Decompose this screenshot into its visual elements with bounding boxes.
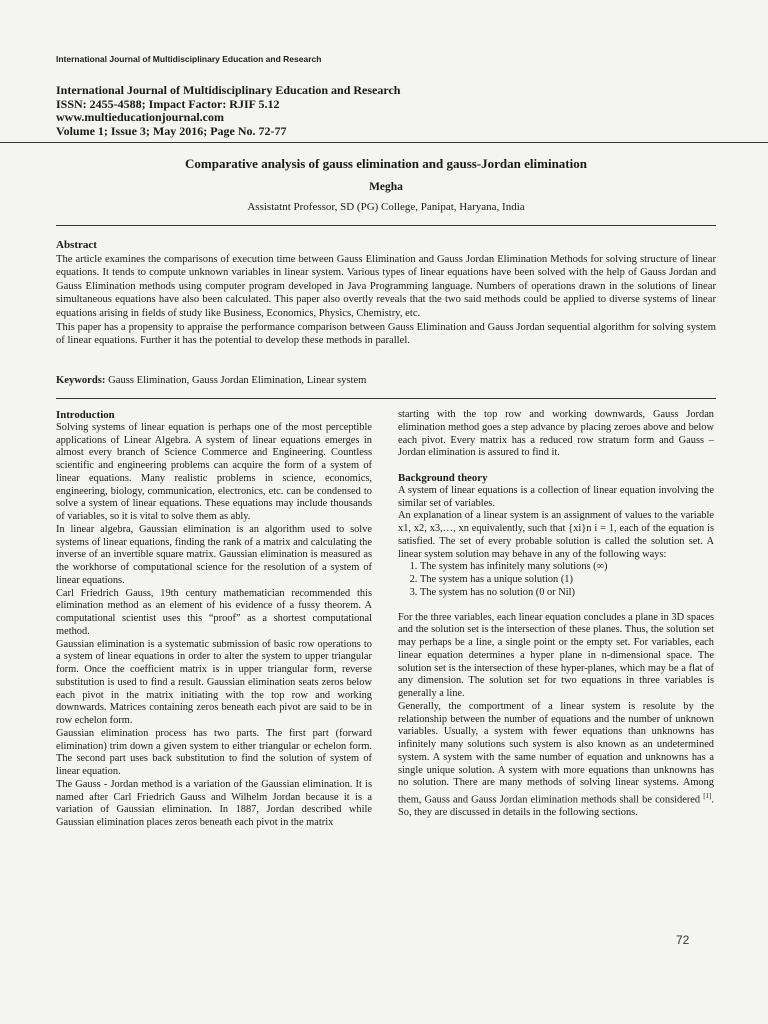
body-paragraph: An explanation of a linear system is an assignment of values to the variable x1, x2, x3,…, xn equivalently, such that {xi}n i = 1, each of the equation is satisfied. The set of every probable solution is called the solution set. A linear system solution may behave in any of the following ways: [398, 510, 714, 560]
keywords-line [56, 375, 716, 386]
body-paragraph [398, 701, 714, 820]
article-author: Megha [369, 181, 403, 193]
right-column [398, 409, 714, 820]
abstract-paragraph: The article examines the comparisons of execution time between Gauss Elimination and Gauss Jordan Elimination Methods for solving structure of linear equations. It tends to compute unknown variables in linear system. Various types of linear equations have been solved with the help of Gauss Jordan and Gauss Elimination methods using computer program developed in Java Programming language. Numbers of operations drawn in the solutions of linear simultaneous equations have also been calculated. This paper also overtly reveals that the two said methods could be applied to diverse systems of linear equations arising in fields of study like Business, Economics, Physics, Chemistry, etc. [56, 253, 716, 319]
keywords-label: Keywords: [56, 375, 106, 386]
header-divider [0, 142, 768, 143]
running-head: International Journal of Multidisciplinary Education and Research [56, 54, 322, 64]
article-title: Comparative analysis of gauss elimination and gauss-Jordan elimination [185, 156, 587, 171]
body-paragraph: Solving systems of linear equation is perhaps one of the most perceptible applications of Linear Algebra. A system of linear equations emerges in almost every branch of Science Commerce and Engineering. Countless scientific and engineering problems can acquire the form of a system of linear equations. Many realistic problems in science, economics, engineering, biology, communication, electronics, etc. can be condensed to solve a system of linear equations. These equations may include thousands of variables, so it is vital to solve them as ably. [56, 421, 372, 522]
journal-info [56, 84, 716, 138]
author-affiliation: Assistatnt Professor, SD (PG) College, Panipat, Haryana, India [247, 201, 525, 213]
body-paragraph: For the three variables, each linear equation concludes a plane in 3D spaces and the solution set is the intersection of these planes. Thus, the solution set may perhaps be a line, a single point or the empty set. For variables, each linear equation determines a hyper plane in n-dimensional space. The solution set is the intersection of these hyper-planes, which may be a flat of any dimension. The solution set for two equations in three variables is generally a line. [398, 611, 714, 699]
body-paragraph: Carl Friedrich Gauss, 19th century mathematician recommended this elimination method as an element of his evidence of a fussy theorem. A computational scientist uses this “proof” as a shortest computational method. [56, 587, 372, 637]
abstract-section [56, 239, 716, 348]
left-column [56, 409, 372, 830]
body-paragraph: starting with the top row and working downwards, Gauss Jordan elimination method goes a step advance by placing zeroes above and below each pivot. Every matrix has a reduced row stratum form and Gauss – Jordan elimination is assured to find it. [398, 409, 714, 459]
body-paragraph: The Gauss - Jordan method is a variation of the Gaussian elimination. It is named after Carl Friedrich Gauss and Wilhelm Jordan because it is a variation of Gaussian elimination. In 1887, Jordan described while Gaussian elimination places zeros beneath each pivot in the matrix [56, 778, 372, 828]
keywords-text: Gauss Elimination, Gauss Jordan Elimination, Linear system [105, 375, 367, 386]
journal-website: www.multieducationjournal.com [56, 110, 224, 124]
introduction-heading: Introduction [56, 409, 115, 421]
page-number: 72 [676, 933, 690, 947]
list-item: 2. The system has a unique solution (1) [420, 574, 714, 587]
body-paragraph: Gaussian elimination is a systematic submission of basic row operations to a system of linear equations in order to alter the system to upper triangular form. Once the coefficient matrix is in upper triangular form, reverse substitution is used to find a result. Gaussian elimination seats zeros below each pivot in the matrix initiating with the top row and working downwards. Matrices containing zeros beneath each pivot are said to be in row echelon form. [56, 638, 372, 726]
body-paragraph: In linear algebra, Gaussian elimination is an algorithm used to solve systems of linear equations, finding the rank of a matrix and calculating the inverse of an invertible square matrix. Gaussian elimination is measured as the workhorse of computational science for the resolution of a system of linear equations. [56, 523, 372, 586]
abstract-heading: Abstract [56, 239, 97, 251]
body-text: . So, they are discussed in details in the following sections. [398, 794, 714, 819]
list-item: 3. The system has no solution (0 or Nil) [420, 587, 714, 600]
background-heading: Background theory [398, 472, 488, 484]
journal-name: International Journal of Multidisciplinary Education and Research [56, 83, 401, 97]
body-paragraph: A system of linear equations is a collection of linear equation involving the similar set of variables. [398, 484, 714, 509]
journal-issn: ISSN: 2455-4588; Impact Factor: RJIF 5.12 [56, 96, 280, 111]
citation: [1] [703, 792, 712, 800]
solution-types-list [398, 561, 714, 599]
abstract-paragraph: This paper has a propensity to appraise the performance comparison between Gauss Elimination and Gauss Jordan sequential algorithm for solving system of linear equations. Further it has the potential to develop these methods in parallel. [56, 321, 716, 347]
keywords-divider [56, 398, 716, 399]
body-paragraph: Gaussian elimination process has two parts. The first part (forward elimination) trim down a given system to either triangular or echelon form. The second part uses back substitution to find the solution of system of linear equation. [56, 727, 372, 777]
list-item: 1. The system has infinitely many solutions (∞) [420, 561, 714, 574]
body-text: Generally, the comportment of a linear system is resolute by the relationship between the number of equations and the number of unknown variables. Usually, a system with fewer equations than unknowns has infinitely many solutions such system is also known as an undetermined system. A system with the same number of equation and unknowns has a single unique solution. A system with more equations than unknowns has no solution. There are many methods of solving linear systems. Among them, Gauss and Gauss Jordan elimination methods shall be considered [398, 700, 714, 806]
journal-volume: Volume 1; Issue 3; May 2016; Page No. 72-77 [56, 123, 287, 138]
title-divider [56, 225, 716, 226]
